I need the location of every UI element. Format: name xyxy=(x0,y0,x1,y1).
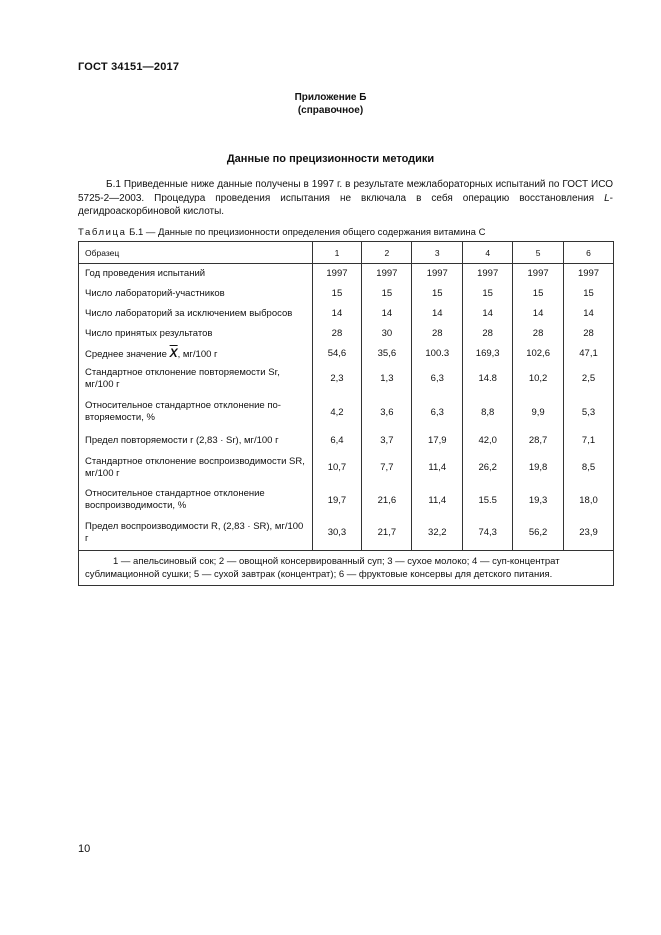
header-cell: 3 xyxy=(412,242,463,264)
header-cell: 2 xyxy=(362,242,412,264)
table-cell: 100.3 xyxy=(412,344,463,364)
table-cell: 28 xyxy=(412,324,463,344)
header-cell: 6 xyxy=(564,242,614,264)
table-cell: 23,9 xyxy=(564,516,614,551)
table-cell: 11,4 xyxy=(412,451,463,485)
row-label-prefix: Среднее значение xyxy=(85,348,170,360)
table-cell: 30,3 xyxy=(312,516,362,551)
row-label: Относительное стандартное отклонение воспроизводимости, % xyxy=(79,485,313,516)
table-cell: 14 xyxy=(412,304,463,324)
table-cell: 15.5 xyxy=(463,485,513,516)
table-cell: 54,6 xyxy=(312,344,362,364)
table-cell: 15 xyxy=(463,284,513,304)
table-cell: 6,3 xyxy=(412,364,463,394)
table-cell: 1997 xyxy=(312,264,362,284)
header-cell: 4 xyxy=(463,242,513,264)
table-cell: 14 xyxy=(463,304,513,324)
appendix-subtitle: (справочное) xyxy=(297,105,364,116)
table-cell: 15 xyxy=(312,284,362,304)
table-cell: 2,3 xyxy=(312,364,362,394)
table-cell: 1997 xyxy=(362,264,412,284)
table-caption xyxy=(78,227,485,238)
row-label: Относительное стандартное отклонение по-вторяемости, % xyxy=(79,394,313,431)
mean-symbol: $\overline{X}$ xyxy=(169,345,178,360)
table-header-row xyxy=(79,242,614,264)
table-cell: 30 xyxy=(362,324,412,344)
table-cell: 7,7 xyxy=(362,451,412,485)
row-label: Число лабораторий-участников xyxy=(79,284,313,304)
paragraph-text-1: Б.1 Приведенные ниже данные получены в 1997 г. в результате межлабораторных испытаний по ГОСТ ИСО 5725-2—2003. Процедура проведения испытания не включала в себя операцию восстановления xyxy=(78,179,613,204)
table-row xyxy=(79,304,614,324)
header-cell: 5 xyxy=(513,242,564,264)
table-cell: 74,3 xyxy=(463,516,513,551)
table-row xyxy=(79,324,614,344)
table-cell: 28,7 xyxy=(513,431,564,451)
table-cell: 6,3 xyxy=(412,394,463,431)
table-cell: 21,7 xyxy=(362,516,412,551)
table-cell: 42,0 xyxy=(463,431,513,451)
table-cell: 19,8 xyxy=(513,451,564,485)
appendix-title: Приложение Б xyxy=(294,92,367,103)
table-cell: 28 xyxy=(564,324,614,344)
table-cell: 8,5 xyxy=(564,451,614,485)
row-label: Число принятых результатов xyxy=(79,324,313,344)
table-cell: 14 xyxy=(362,304,412,324)
row-label: Год проведения испытаний xyxy=(79,264,313,284)
table-cell: 28 xyxy=(463,324,513,344)
table-row xyxy=(79,394,614,431)
table-cell: 1997 xyxy=(513,264,564,284)
document-code: ГОСТ 34151—2017 xyxy=(78,61,180,73)
table-cell: 17,9 xyxy=(412,431,463,451)
table-cell: 26,2 xyxy=(463,451,513,485)
table-cell: 4,2 xyxy=(312,394,362,431)
table-cell: 28 xyxy=(513,324,564,344)
row-label: Предел повторяемости r (2,83 · Sr), мг/100 г xyxy=(79,431,313,451)
header-cell-sample: Образец xyxy=(79,242,313,264)
page-number: 10 xyxy=(78,843,91,855)
table-cell: 1,3 xyxy=(362,364,412,394)
table-cell: 28 xyxy=(312,324,362,344)
row-label: Число лабораторий за исключением выбросов xyxy=(79,304,313,324)
table-note-row xyxy=(79,551,614,586)
table-cell: 19,3 xyxy=(513,485,564,516)
table-body xyxy=(79,264,614,551)
row-label-suffix: , мг/100 г xyxy=(177,348,218,360)
table-cell: 47,1 xyxy=(564,344,614,364)
intro-paragraph xyxy=(78,178,613,219)
table-cell: 14 xyxy=(312,304,362,324)
paragraph-text-2: -дегидроаскорбиновой кислоты. xyxy=(78,192,613,217)
table-note: 1 — апельсиновый сок; 2 — овощной консервированный суп; 3 — сухое молоко; 4 — суп-концентрат сублимационной сушки; 5 — сухой завтрак (концентрат); 6 — фруктовые консервы для детского питания. xyxy=(79,551,614,586)
table-cell: 1997 xyxy=(564,264,614,284)
table-cell: 19,7 xyxy=(312,485,362,516)
table-row xyxy=(79,451,614,485)
table-row xyxy=(79,284,614,304)
paragraph-italic: L xyxy=(604,192,610,204)
table-cell: 15 xyxy=(564,284,614,304)
table-cell: 7,1 xyxy=(564,431,614,451)
table-cell: 21,6 xyxy=(362,485,412,516)
table-cell: 10,7 xyxy=(312,451,362,485)
table-caption-prefix: Таблица xyxy=(78,227,127,238)
precision-table xyxy=(78,241,614,586)
table-row xyxy=(79,364,614,394)
header-cell: 1 xyxy=(312,242,362,264)
table-cell: 3,6 xyxy=(362,394,412,431)
table-row xyxy=(79,344,614,364)
table-caption-text: — Данные по прецизионности определения общего содержания витамина С xyxy=(143,227,486,238)
table-cell: 18,0 xyxy=(564,485,614,516)
table-cell: 2,5 xyxy=(564,364,614,394)
table-caption-number: Б.1 xyxy=(129,227,144,238)
table-cell: 56,2 xyxy=(513,516,564,551)
table-cell: 32,2 xyxy=(412,516,463,551)
table-cell: 14 xyxy=(564,304,614,324)
table-cell: 102,6 xyxy=(513,344,564,364)
table-cell: 15 xyxy=(513,284,564,304)
table-row xyxy=(79,485,614,516)
table-cell: 35,6 xyxy=(362,344,412,364)
section-title: Данные по прецизионности методики xyxy=(226,153,435,165)
table-cell: 3,7 xyxy=(362,431,412,451)
table-row xyxy=(79,516,614,551)
table-cell: 10,2 xyxy=(513,364,564,394)
table-cell: 11,4 xyxy=(412,485,463,516)
table-cell: 14 xyxy=(513,304,564,324)
table-cell: 6,4 xyxy=(312,431,362,451)
row-label: Стандартное отклонение повторяемости Sr, мг/100 г xyxy=(79,364,313,394)
table-cell: 15 xyxy=(362,284,412,304)
table-cell: 15 xyxy=(412,284,463,304)
row-label xyxy=(79,344,313,364)
table-cell: 5,3 xyxy=(564,394,614,431)
table-cell: 1997 xyxy=(412,264,463,284)
table-row xyxy=(79,431,614,451)
table-row xyxy=(79,264,614,284)
table-cell: 9,9 xyxy=(513,394,564,431)
row-label: Предел воспроизводимости R, (2,83 · SR), мг/100 г xyxy=(79,516,313,551)
table-cell: 14.8 xyxy=(463,364,513,394)
table-cell: 1997 xyxy=(463,264,513,284)
row-label: Стандартное отклонение воспроизводимости SR, мг/100 г xyxy=(79,451,313,485)
table-cell: 169,3 xyxy=(463,344,513,364)
table-cell: 8,8 xyxy=(463,394,513,431)
